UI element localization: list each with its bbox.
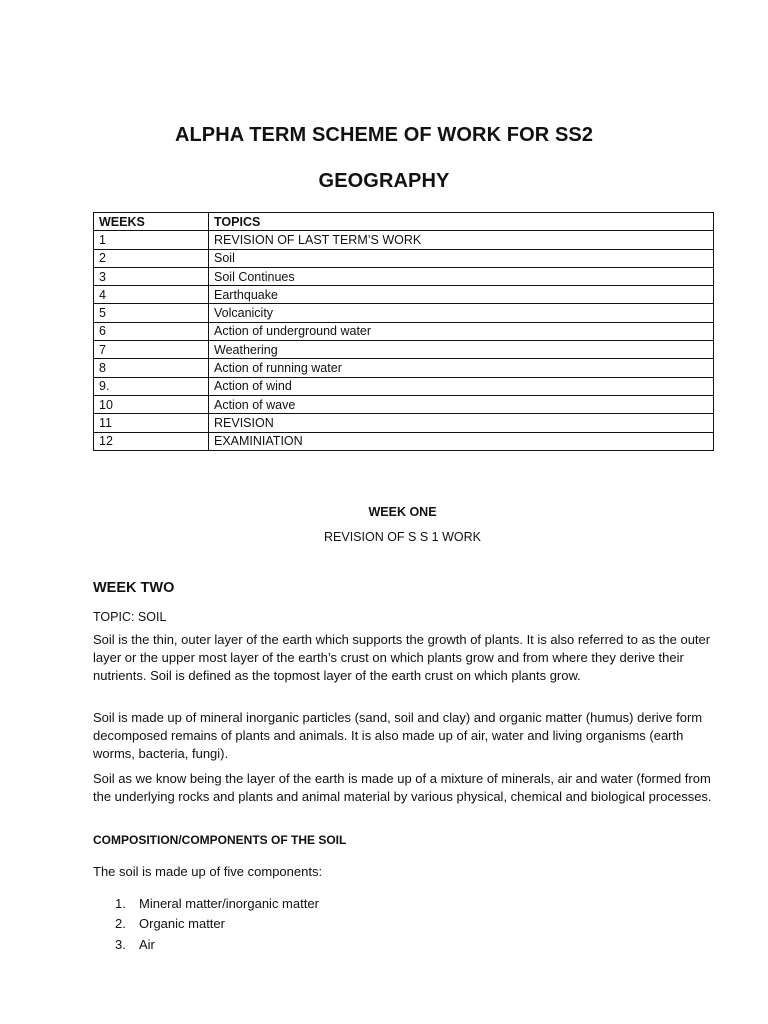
topic-label: TOPIC: SOIL — [93, 610, 167, 624]
list-text: Organic matter — [139, 916, 225, 932]
week-cell: 2 — [94, 249, 209, 267]
table-row — [94, 359, 714, 377]
list-number: 1. — [115, 896, 126, 911]
week-one-text: REVISION OF S S 1 WORK — [324, 530, 481, 544]
paragraph: Soil as we know being the layer of the earth is made up of a mixture of minerals, air and water (formed from the underlying rocks and plants and animal material by various physical, chemical and biological processes. — [93, 771, 712, 805]
table-row — [94, 322, 714, 340]
list-number: 3. — [115, 936, 126, 952]
topic-cell: Soil — [209, 249, 714, 267]
table-row — [94, 377, 714, 395]
paragraph: Soil is the thin, outer layer of the earth which supports the growth of plants. It is also referred to as the outer layer or the upper most layer of the earth’s crust on which plants grow and from where they derive their nutrients. Soil is defined as the topmost layer of the earth crust on which plants grow. — [93, 632, 711, 684]
topic-cell: Action of running water — [209, 359, 714, 377]
table-row — [94, 341, 714, 359]
column-header-weeks: WEEKS — [94, 213, 209, 231]
topic-cell: EXAMINIATION — [209, 432, 714, 450]
list-item — [93, 895, 319, 915]
topic-cell: Action of wave — [209, 395, 714, 413]
week-cell: 6 — [94, 322, 209, 340]
week-one-heading: WEEK ONE — [368, 505, 437, 519]
week-two-heading: WEEK TWO — [93, 580, 175, 596]
list-text: Mineral matter/inorganic matter — [139, 896, 319, 911]
topic-cell: Earthquake — [209, 286, 714, 304]
table-row — [94, 414, 714, 432]
table-row — [94, 395, 714, 413]
table-row — [94, 304, 714, 322]
list-item — [93, 936, 319, 956]
week-cell: 12 — [94, 432, 209, 450]
week-cell: 3 — [94, 267, 209, 285]
week-cell: 9. — [94, 377, 209, 395]
topic-cell: Action of underground water — [209, 322, 714, 340]
components-list — [93, 895, 319, 956]
table-row — [94, 432, 714, 450]
table-row — [94, 286, 714, 304]
topic-cell: Action of wind — [209, 377, 714, 395]
list-item — [93, 915, 319, 935]
topic-cell: Soil Continues — [209, 267, 714, 285]
week-cell: 5 — [94, 304, 209, 322]
list-text: Air — [139, 936, 155, 952]
subject-title: GEOGRAPHY — [318, 170, 450, 192]
scheme-table — [93, 212, 714, 451]
column-header-topics: TOPICS — [209, 213, 714, 231]
table-row — [94, 267, 714, 285]
week-cell: 7 — [94, 341, 209, 359]
week-cell: 10 — [94, 395, 209, 413]
table-header-row — [94, 213, 714, 231]
week-cell: 4 — [94, 286, 209, 304]
topic-cell: REVISION OF LAST TERM’S WORK — [209, 231, 714, 249]
components-intro: The soil is made up of five components: — [93, 864, 323, 879]
topic-cell: Weathering — [209, 341, 714, 359]
document-title: ALPHA TERM SCHEME OF WORK FOR SS2 — [174, 124, 594, 146]
week-cell: 8 — [94, 359, 209, 377]
week-cell: 11 — [94, 414, 209, 432]
list-number: 2. — [115, 916, 126, 932]
table-row — [94, 249, 714, 267]
composition-heading: COMPOSITION/COMPONENTS OF THE SOIL — [93, 833, 347, 847]
week-cell: 1 — [94, 231, 209, 249]
table-row — [94, 231, 714, 249]
topic-cell: Volcanicity — [209, 304, 714, 322]
topic-cell: REVISION — [209, 414, 714, 432]
paragraph: Soil is made up of mineral inorganic particles (sand, soil and clay) and organic matter (humus) derive form decomposed remains of plants and animals. It is also made up of air, water and living organisms (earth worms, bacteria, fungi). — [93, 710, 703, 762]
